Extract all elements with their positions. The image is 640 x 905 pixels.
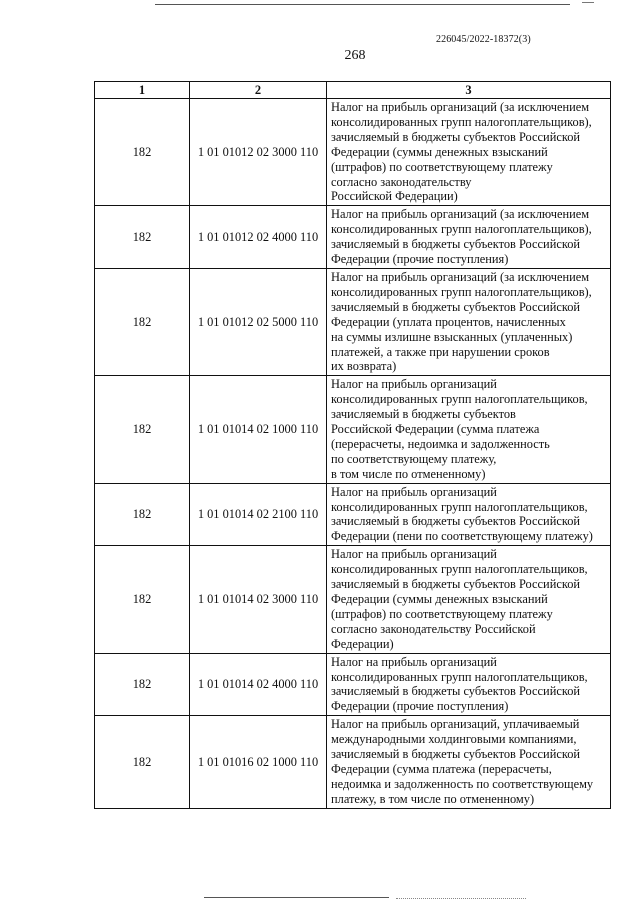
description-line: зачисляемый в бюджеты субъектов Российской — [331, 577, 581, 592]
table-row — [95, 99, 611, 206]
table-row — [95, 483, 611, 546]
kbk-code-cell: 1 01 01012 02 3000 110 — [190, 99, 327, 206]
kbk-code-cell: 1 01 01014 02 1000 110 — [190, 376, 327, 483]
admin-code-cell: 182 — [95, 546, 190, 653]
page-number: 268 — [344, 48, 366, 63]
description-line: Федерации (пени по соответствующему платежу) — [331, 529, 593, 544]
top-rule — [155, 4, 570, 5]
description-line: (штрафов) по соответствующему платежу — [331, 606, 553, 621]
description-cell — [327, 376, 611, 483]
description-line: Налог на прибыль организаций (за исключением — [331, 100, 590, 114]
description-line: консолидированных групп налогоплательщиков, — [331, 499, 588, 514]
description-cell — [327, 268, 611, 375]
description-line: Федерации) — [331, 636, 394, 651]
table-row — [95, 268, 611, 375]
description-line: платежей, а также при нарушении сроков — [331, 344, 550, 359]
kbk-table — [94, 81, 611, 809]
admin-code-cell: 182 — [95, 483, 190, 546]
kbk-code-cell: 1 01 01016 02 1000 110 — [190, 716, 327, 808]
admin-code-cell: 182 — [95, 376, 190, 483]
admin-code-cell: 182 — [95, 653, 190, 716]
description-line: Налог на прибыль организаций — [331, 547, 497, 562]
description-line: Налог на прибыль организаций — [331, 484, 497, 499]
description-line: Федерации (прочие поступления) — [331, 699, 509, 714]
description-cell — [327, 483, 611, 546]
description-line: по соответствующему платежу, — [331, 451, 497, 466]
bottom-rule-dotted — [396, 898, 526, 899]
table-row — [95, 653, 611, 716]
description-line: Налог на прибыль организаций (за исключением — [331, 207, 590, 222]
kbk-code-cell: 1 01 01014 02 3000 110 — [190, 546, 327, 653]
description-cell — [327, 99, 611, 206]
description-line: консолидированных групп налогоплательщиков), — [331, 284, 592, 299]
admin-code-cell: 182 — [95, 206, 190, 269]
kbk-code-cell: 1 01 01012 02 5000 110 — [190, 268, 327, 375]
description-line: Федерации (суммы денежных взысканий — [331, 144, 548, 159]
description-line: зачисляемый в бюджеты субъектов Российской — [331, 237, 581, 252]
description-line: (штрафов) по соответствующему платежу — [331, 159, 553, 174]
description-line: консолидированных групп налогоплательщиков, — [331, 669, 588, 684]
column-header-1: 1 — [95, 82, 190, 99]
description-line: недоимка и задолженность по соответствующему — [331, 776, 594, 791]
table-row — [95, 546, 611, 653]
description-cell — [327, 716, 611, 808]
description-line: зачисляемый в бюджеты субъектов Российской — [331, 129, 581, 144]
description-line: на суммы излишне взысканных (уплаченных) — [331, 329, 573, 344]
description-line: зачисляемый в бюджеты субъектов Российской — [331, 747, 581, 762]
kbk-code-cell: 1 01 01012 02 4000 110 — [190, 206, 327, 269]
description-line: зачисляемый в бюджеты субъектов Российской — [331, 684, 581, 699]
description-line: Федерации (сумма платежа (перерасчеты, — [331, 761, 552, 776]
bottom-rule — [204, 897, 389, 898]
description-line: (перерасчеты, недоимка и задолженность — [331, 436, 550, 451]
table-body — [95, 99, 611, 809]
description-line: зачисляемый в бюджеты субъектов Российской — [331, 514, 581, 529]
admin-code-cell: 182 — [95, 99, 190, 206]
description-line: консолидированных групп налогоплательщиков, — [331, 392, 588, 407]
description-line: платежу, в том числе по отмененному) — [331, 791, 535, 806]
column-header-2: 2 — [190, 82, 327, 99]
description-line: консолидированных групп налогоплательщиков), — [331, 114, 592, 129]
description-line: согласно законодательству — [331, 174, 472, 189]
description-line: согласно законодательству Российской — [331, 621, 536, 636]
description-line: консолидированных групп налогоплательщиков, — [331, 562, 588, 577]
description-line: Налог на прибыль организаций (за исключением — [331, 269, 590, 284]
top-rule-mark — [582, 2, 594, 3]
admin-code-cell: 182 — [95, 716, 190, 808]
description-line: Российской Федерации (сумма платежа — [331, 422, 540, 437]
description-line: зачисляемый в бюджеты субъектов Российской — [331, 299, 581, 314]
description-line: Налог на прибыль организаций — [331, 654, 497, 669]
description-line: в том числе по отмененному) — [331, 466, 486, 481]
kbk-code-cell: 1 01 01014 02 4000 110 — [190, 653, 327, 716]
description-line: зачисляемый в бюджеты субъектов — [331, 407, 516, 422]
description-line: Федерации (суммы денежных взысканий — [331, 592, 548, 606]
kbk-code-cell: 1 01 01014 02 2100 110 — [190, 483, 327, 546]
column-header-3: 3 — [327, 82, 611, 99]
description-cell — [327, 653, 611, 716]
description-line: консолидированных групп налогоплательщиков), — [331, 222, 592, 237]
description-line: их возврата) — [331, 359, 397, 374]
description-cell — [327, 546, 611, 653]
description-line: Федерации (уплата процентов, начисленных — [331, 314, 566, 329]
table-row — [95, 376, 611, 483]
table-row — [95, 716, 611, 808]
description-line: Налог на прибыль организаций, уплачиваемый — [331, 717, 580, 732]
admin-code-cell: 182 — [95, 268, 190, 375]
table-header-row — [95, 82, 611, 99]
description-line: Российской Федерации) — [331, 189, 458, 204]
table-row — [95, 206, 611, 269]
description-line: Федерации (прочие поступления) — [331, 252, 509, 267]
description-line: Налог на прибыль организаций — [331, 377, 497, 392]
description-cell — [327, 206, 611, 269]
description-line: международными холдинговыми компаниями, — [331, 732, 577, 747]
document-id: 226045/2022-18372(3) — [436, 34, 531, 45]
